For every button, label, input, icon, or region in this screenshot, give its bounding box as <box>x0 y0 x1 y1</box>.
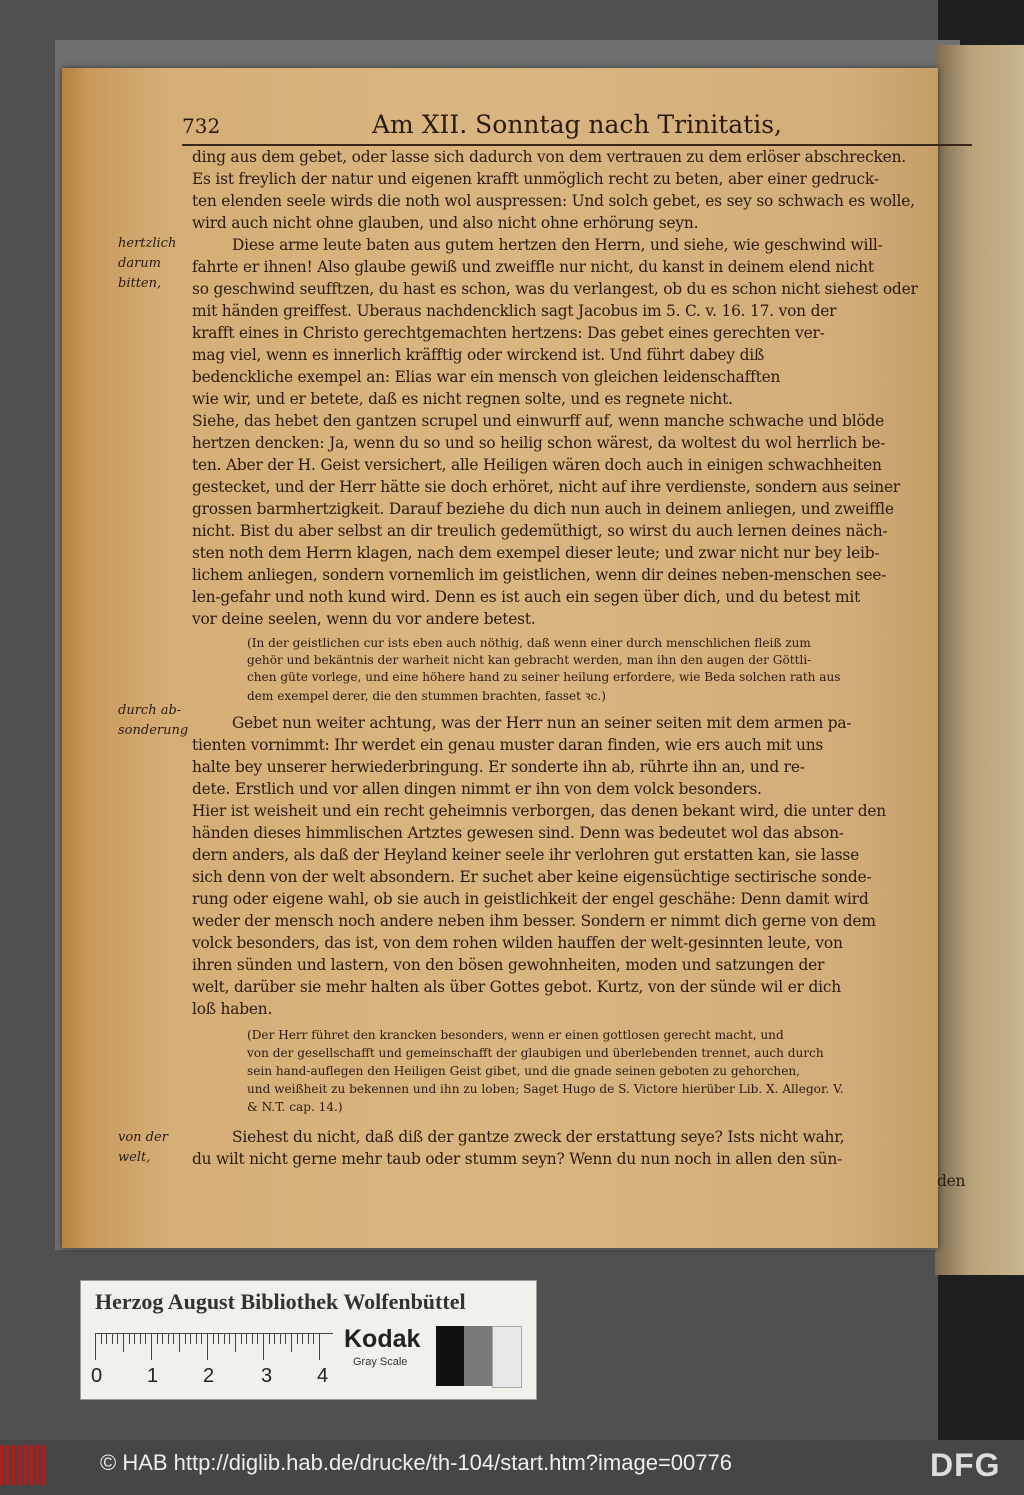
kodak-logo: Kodak <box>344 1325 421 1353</box>
ruler-tick <box>246 1334 247 1344</box>
measurement-ruler <box>95 1333 333 1362</box>
ruler-tick <box>229 1334 230 1344</box>
gray-swatch-mid <box>464 1326 492 1386</box>
text-line: wird auch nicht ohne glauben, und also nicht ohne erhörung seyn. <box>192 214 699 232</box>
library-name: Herzog August Bibliothek Wolfenbüttel <box>95 1289 466 1314</box>
ruler-tick <box>185 1334 186 1344</box>
text-line: vor deine seelen, wenn du vor andere betest. <box>192 610 536 628</box>
text-line: rung oder eigene wahl, ob sie auch in geistlichkeit der engel geschähe: Denn damit wird <box>192 890 869 908</box>
footnote-line: (Der Herr führet den krancken besonders, wenn er einen gottlosen gerecht macht, und <box>247 1028 784 1042</box>
text-line: nicht. Bist du aber selbst an dir treulich gedemüthigt, so wirst du auch lernen deines näch- <box>192 522 888 540</box>
text-line: weder der mensch noch andere neben ihm besser. Sondern er nimmt dich gerne von dem <box>192 912 876 930</box>
footnote-line: von der gesellschafft und gemeinschafft der glaubigen und überlebenden trennet, auch durch <box>247 1046 824 1060</box>
running-head <box>182 110 972 146</box>
text-line: dete. Erstlich und vor allen dingen nimmt er ihn von dem volck besonders. <box>192 780 762 798</box>
ruler-tick <box>297 1334 298 1344</box>
footnote-line: sein hand-auflegen den Heiligen Geist gibet, und die gnade seinen geboten zu gehorchen, <box>247 1064 801 1078</box>
ruler-tick <box>145 1334 146 1344</box>
text-line: ten. Aber der H. Geist versichert, alle Heiligen wären doch auch in einigen schwachheiten <box>192 456 882 474</box>
footnote-line: (In der geistlichen cur ists eben auch nöthig, daß wenn einer durch menschlichen fleiß zum <box>247 636 811 650</box>
page-number: 732 <box>182 114 221 138</box>
ruler-tick <box>257 1334 258 1344</box>
ruler-tick <box>173 1334 174 1344</box>
ruler-tick <box>213 1334 214 1344</box>
ruler-tick <box>106 1334 107 1344</box>
dfg-logo: DFG <box>930 1447 1001 1483</box>
text-line: du wilt nicht gerne mehr taub oder stumm seyn? Wenn du nun noch in allen den sün- <box>192 1150 843 1168</box>
text-line: den <box>937 1172 966 1190</box>
text-line: len-gefahr und noth kund wird. Denn es ist auch ein segen über dich, und du betest mit <box>192 588 861 606</box>
footnote-line: und weißheit zu bekennen und ihn zu loben; Saget Hugo de S. Victore hierüber Lib. X. Allegor. V. <box>247 1082 844 1096</box>
text-line: ding aus dem gebet, oder lasse sich dadurch von dem vertrauen zu dem erlöser abschrecken. <box>192 148 906 166</box>
ruler-label: 2 <box>203 1365 215 1387</box>
footnote-line: gehör und bekäntnis der warheit nicht kan gebracht werden, man ihn den augen der Göttli- <box>247 653 812 667</box>
page-title: Am XII. Sonntag nach Trinitatis, <box>372 110 782 139</box>
margin-note-3: von der welt, <box>118 1130 168 1165</box>
ruler-tick <box>241 1334 242 1344</box>
footer-stripe-icon <box>0 1445 45 1485</box>
ruler-tick <box>151 1334 152 1360</box>
ruler-tick <box>179 1334 180 1352</box>
ruler-tick <box>274 1334 275 1344</box>
ruler-label: 4 <box>317 1365 329 1387</box>
ruler-tick <box>302 1334 303 1344</box>
ruler-tick <box>95 1334 96 1360</box>
text-line: sich denn von der welt absondern. Er suchet aber keine eigensüchtige sectirische sonde- <box>192 868 872 886</box>
text-line: Diese arme leute baten aus gutem hertzen den Herrn, und siehe, wie geschwind will- <box>232 236 883 254</box>
ruler-tick <box>157 1334 158 1344</box>
ruler-tick <box>123 1334 124 1352</box>
ruler-tick <box>280 1334 281 1344</box>
grayscale-label: Gray Scale <box>353 1356 408 1368</box>
text-line: ihren sünden und lastern, von den bösen gewohnheiten, moden und satzungen der <box>192 956 825 974</box>
ruler-tick <box>134 1334 135 1344</box>
text-line: Gebet nun weiter achtung, was der Herr nun an seiner seiten mit dem armen pa- <box>232 714 852 732</box>
ruler-tick <box>162 1334 163 1344</box>
margin-note-2: durch ab-sonderung <box>118 703 189 738</box>
ruler-tick <box>263 1334 264 1360</box>
ruler-tick <box>313 1334 314 1344</box>
ruler-label: 1 <box>147 1365 159 1387</box>
text-line: grossen barmhertzigkeit. Darauf beziehe du dich nun auch in deinem anliegen, und zweiffle <box>192 500 894 518</box>
text-line: händen dieses himmlischen Artztes gewesen sind. Denn was bedeutet wol das abson- <box>192 824 844 842</box>
ruler-tick <box>201 1334 202 1344</box>
ruler-tick <box>285 1334 286 1344</box>
text-line: Es ist freylich der natur und eigenen krafft unmöglich recht zu beten, aber einer gedruck- <box>192 170 879 188</box>
text-line: halte bey unserer herwiederbringung. Er sonderte ihn ab, rührte ihn an, und re- <box>192 758 805 776</box>
text-line: hertzen dencken: Ja, wenn du so und so heilig schon wärest, da woltest du wol herrlich be- <box>192 434 886 452</box>
ruler-tick <box>269 1334 270 1344</box>
text-line: loß haben. <box>192 1000 273 1018</box>
ruler-tick <box>252 1334 253 1344</box>
text-line: krafft eines in Christo gerechtgemachten hertzens: Das gebet eines gerechten ver- <box>192 324 825 342</box>
library-color-card <box>80 1280 537 1400</box>
text-line: ten elenden seele wirds die noth wol auspressen: Und solch gebet, es sey so schwach es wolle, <box>192 192 915 210</box>
gray-swatch-black <box>436 1326 464 1386</box>
ruler-tick <box>319 1334 320 1360</box>
ruler-tick <box>168 1334 169 1344</box>
ruler-tick <box>190 1334 191 1344</box>
book-page <box>62 68 966 1248</box>
text-line: fahrte er ihnen! Also glaube gewiß und zweiffle nur nicht, du kanst in deinem elend nicht <box>192 258 874 276</box>
ruler-tick <box>308 1334 309 1344</box>
text-line: welt, darüber sie mehr halten als über Gottes gebot. Kurtz, von der sünde wil er dich <box>192 978 841 996</box>
text-line: dern anders, als daß der Heyland keiner seele ihr verlohren gut erstatten kan, sie lasse <box>192 846 860 864</box>
ruler-tick <box>117 1334 118 1344</box>
ruler-tick <box>218 1334 219 1344</box>
ruler-tick <box>196 1334 197 1344</box>
footnote-line: chen güte vorlege, und eine höhere hand zu seiner heilung erfordere, wie Beda solchen rath aus <box>247 670 841 684</box>
gray-swatch-white <box>492 1326 522 1388</box>
text-line: lichem anliegen, sondern vornemlich im geistlichen, wenn dir deines neben-menschen see- <box>192 566 887 584</box>
footnote-line: dem exempel derer, die den stummen brachten, fasset ꝛc.) <box>247 689 606 703</box>
text-line: Hier ist weisheit und ein recht geheimnis verborgen, das denen bekant wird, die unter den <box>192 802 886 820</box>
text-line: so geschwind seufftzen, du hast es schon, was du verlangest, ob du es schon nicht siehest oder <box>192 280 918 298</box>
text-line: Siehest du nicht, daß diß der gantze zweck der erstattung seye? Ists nicht wahr, <box>232 1128 845 1146</box>
ruler-tick <box>112 1334 113 1344</box>
text-line: volck besonders, das ist, von dem rohen wilden hauffen der welt-gesinnten leute, von <box>192 934 843 952</box>
ruler-tick <box>207 1334 208 1360</box>
footer-credit: © HAB http://diglib.hab.de/drucke/th-104/start.htm?image=00776 <box>100 1450 732 1475</box>
text-line: mag viel, wenn es innerlich kräfftig oder wirckend ist. Und führt dabey diß <box>192 346 765 364</box>
ruler-tick <box>129 1334 130 1344</box>
text-line: sten noth dem Herrn klagen, nach dem exempel dieser leute; und zwar nicht nur bey leib- <box>192 544 880 562</box>
text-line: Siehe, das hebet den gantzen scrupel und einwurff auf, wenn manche schwache und blöde <box>192 412 885 430</box>
ruler-tick <box>235 1334 236 1352</box>
text-line: tienten vornimmt: Ihr werdet ein genau muster daran finden, wie ers auch mit uns <box>192 736 824 754</box>
ruler-tick <box>224 1334 225 1344</box>
footnote-line: & N.T. cap. 14.) <box>247 1100 343 1114</box>
ruler-tick <box>101 1334 102 1344</box>
ruler-label: 3 <box>261 1365 273 1387</box>
text-line: wie wir, und er betete, daß es nicht regnen solte, und es regnete nicht. <box>192 390 733 408</box>
text-line: gestecket, und der Herr hätte sie doch erhöret, nicht auf ihre verdienste, sondern aus seiner <box>192 478 901 496</box>
margin-note-1: hertzlich darum bitten, <box>118 236 177 291</box>
text-line: bedenckliche exempel an: Elias war ein mensch von gleichen leidenschafften <box>192 368 781 386</box>
ruler-tick <box>291 1334 292 1352</box>
ruler-label: 0 <box>91 1365 103 1387</box>
text-line: mit händen greiffest. Uberaus nachdencklich sagt Jacobus im 5. C. v. 16. 17. von der <box>192 302 837 320</box>
ruler-tick <box>140 1334 141 1344</box>
